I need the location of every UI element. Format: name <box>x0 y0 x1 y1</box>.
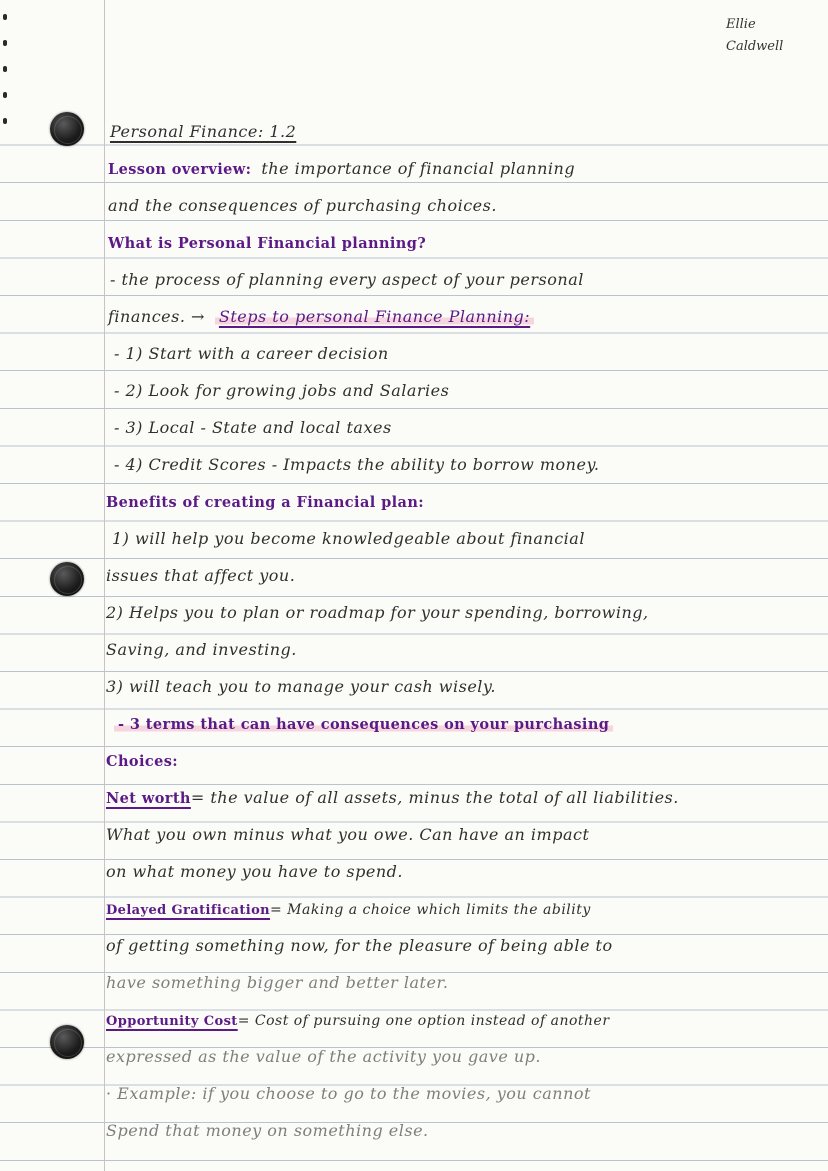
delayed-gratification-line-1 <box>104 887 808 924</box>
delayed-gratification-def-1: = Making a choice which limits the ability <box>270 902 591 918</box>
definition-text-1: - the process of planning every aspect of your personal <box>110 270 584 289</box>
net-worth-line-1 <box>104 776 808 813</box>
binder-hole-bottom <box>50 1025 84 1059</box>
benefit-line-3 <box>104 591 808 628</box>
steps-heading: Steps to personal Finance Planning: <box>215 307 534 326</box>
net-worth-def-1: = the value of all assets, minus the total of all liabilities. <box>190 788 679 807</box>
binder-hole-top <box>50 112 84 146</box>
delayed-gratification-term: Delayed Gratification <box>106 903 270 918</box>
benefit-line-1 <box>104 517 808 554</box>
step-item: - 1) Start with a career decision <box>114 344 389 363</box>
overview-text-2: and the consequences of purchasing choices. <box>108 196 497 215</box>
question-line <box>104 221 808 258</box>
net-worth-line-2 <box>104 813 808 850</box>
binder-hole-middle <box>50 562 84 596</box>
benefit-item: 3) will teach you to manage your cash wisely. <box>106 677 496 696</box>
opportunity-cost-def-1: = Cost of pursuing one option instead of another <box>237 1013 610 1029</box>
opportunity-cost-term: Opportunity Cost <box>106 1014 238 1029</box>
step-line-2 <box>104 369 808 406</box>
terms-heading: - 3 terms that can have consequences on your purchasing <box>114 716 613 733</box>
definition-line-2 <box>104 295 808 332</box>
benefit-item: 2) Helps you to plan or roadmap for your spending, borrowing, <box>106 603 649 622</box>
terms-heading-cont: Choices: <box>106 753 179 770</box>
paper-header-area <box>0 0 828 108</box>
net-worth-def-2: What you own minus what you owe. Can have an impact <box>106 825 590 844</box>
opportunity-cost-example: · Example: if you choose to go to the movies, you cannot <box>106 1084 591 1103</box>
definition-line-1 <box>104 258 808 295</box>
opportunity-cost-example-cont: Spend that money on something else. <box>106 1121 429 1140</box>
notes-title: Personal Finance: 1.2 <box>110 122 297 141</box>
benefit-line-2 <box>104 554 808 591</box>
opportunity-cost-line-3 <box>104 1072 808 1109</box>
benefit-line-5 <box>104 665 808 702</box>
benefits-heading: Benefits of creating a Financial plan: <box>106 494 425 511</box>
opportunity-cost-line-1 <box>104 998 808 1035</box>
step-item: - 3) Local - State and local taxes <box>114 418 392 437</box>
benefit-item: 1) will help you become knowledgeable about financial <box>112 529 585 548</box>
notes-title-line <box>104 110 808 147</box>
overview-text-1: the importance of financial planning <box>261 159 576 178</box>
delayed-gratification-line-3 <box>104 961 808 998</box>
net-worth-line-3 <box>104 850 808 887</box>
delayed-gratification-def-3: have something bigger and better later. <box>106 973 449 992</box>
step-item: - 2) Look for growing jobs and Salaries <box>114 381 450 400</box>
overview-label: Lesson overview: <box>108 161 252 178</box>
delayed-gratification-def-2: of getting something now, for the pleasure of being able to <box>106 936 613 955</box>
overview-line-1 <box>104 147 808 184</box>
terms-heading-line-1 <box>104 702 808 739</box>
net-worth-def-3: on what money you have to spend. <box>106 862 403 881</box>
perforation-marks <box>3 0 11 300</box>
benefit-line-4 <box>104 628 808 665</box>
step-item: - 4) Credit Scores - Impacts the ability to borrow money. <box>114 455 600 474</box>
opportunity-cost-def-2: expressed as the value of the activity you gave up. <box>106 1047 542 1066</box>
author-first-name: Ellie <box>726 17 756 32</box>
opportunity-cost-line-4 <box>104 1109 808 1146</box>
step-line-4 <box>104 443 808 480</box>
delayed-gratification-line-2 <box>104 924 808 961</box>
author-name <box>726 14 783 58</box>
benefit-item: issues that affect you. <box>106 566 296 585</box>
opportunity-cost-line-2 <box>104 1035 808 1072</box>
step-line-1 <box>104 332 808 369</box>
benefit-item: Saving, and investing. <box>106 640 297 659</box>
question-heading: What is Personal Financial planning? <box>108 235 427 252</box>
author-last-name: Caldwell <box>726 39 784 54</box>
definition-text-2: finances. → <box>108 307 205 326</box>
overview-line-2 <box>104 184 808 221</box>
benefits-heading-line <box>104 480 808 517</box>
step-line-3 <box>104 406 808 443</box>
net-worth-term: Net worth <box>106 790 191 807</box>
terms-heading-line-2 <box>104 739 808 776</box>
